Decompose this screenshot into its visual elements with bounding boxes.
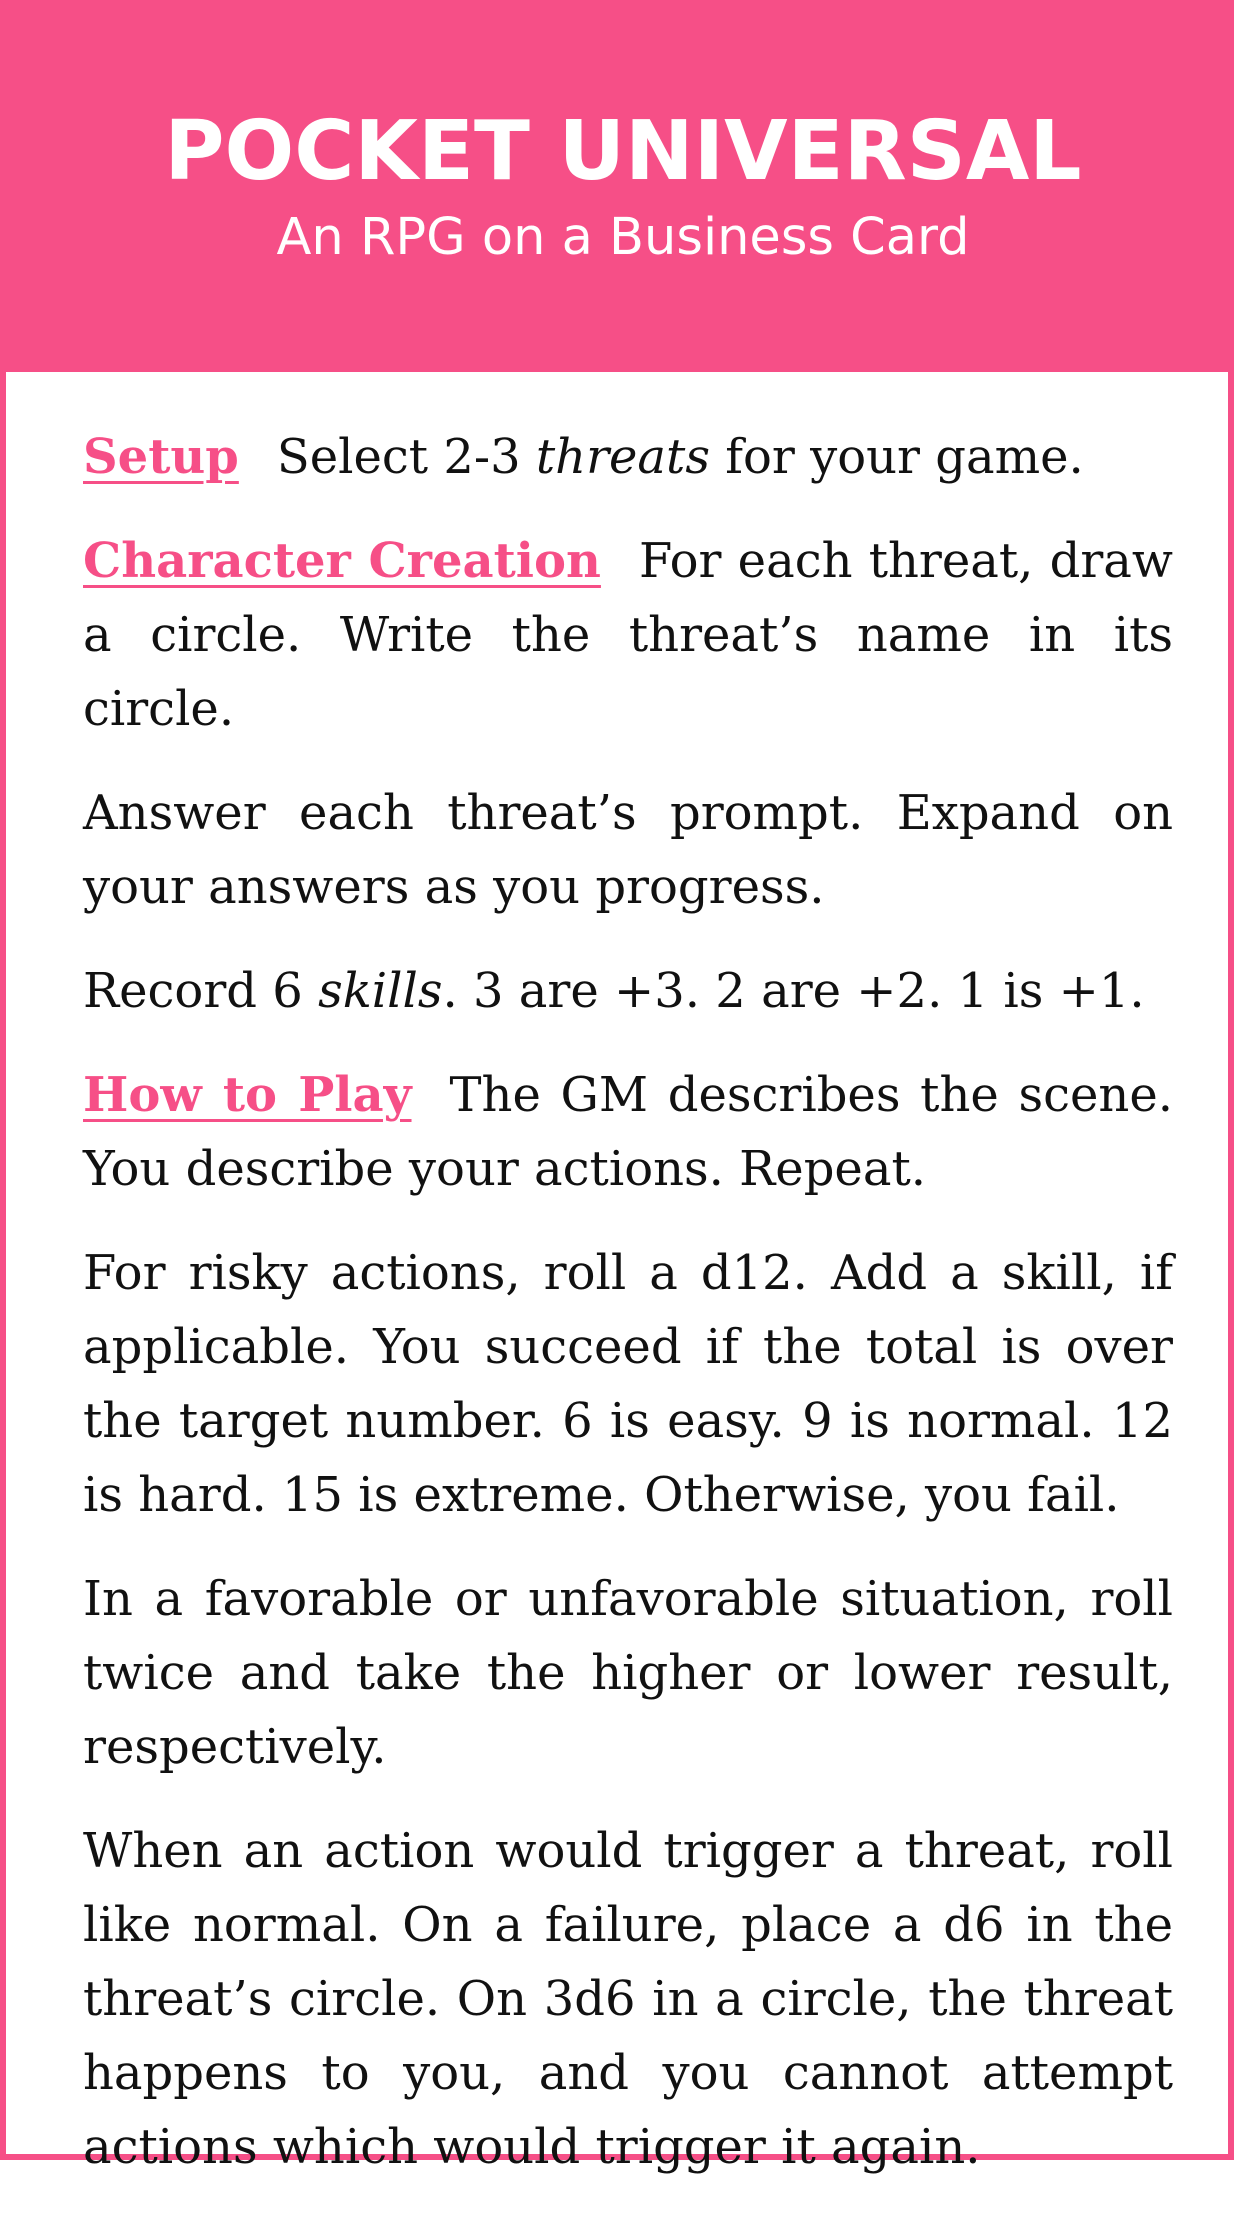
setup-paragraph xyxy=(83,420,1173,494)
threat-prompt-paragraph: Answer each threat’s prompt. Expand on your answers as you progress. xyxy=(83,785,1173,915)
character-creation-heading: Character Creation xyxy=(83,533,601,589)
favorable-situation-paragraph: In a favorable or unfavorable situation, roll twice and take the higher or lower result, respectively. xyxy=(83,1571,1173,1775)
threat-trigger-paragraph: When an action would trigger a threat, roll like normal. On a failure, place a d6 in the threat’s circle. On 3d6 in a circle, the threat happens to you, and you cannot attempt actions which would trigger it again. xyxy=(83,1823,1173,2175)
setup-text-after: for your game. xyxy=(709,429,1084,485)
risky-actions-paragraph: For risky actions, roll a d12. Add a skill, if applicable. You succeed if the total is over the target number. 6 is easy. 9 is normal. 12 is hard. 15 is extreme. Otherwise, you fail. xyxy=(83,1245,1173,1523)
character-creation-text: For each threat, draw a circle. Write the threat’s name in its circle. xyxy=(83,533,1173,737)
skills-text-after: . 3 are +3. 2 are +2. 1 is +1. xyxy=(442,963,1145,1019)
game-title: POCKET UNIVERSAL xyxy=(164,104,1082,199)
setup-text-before: Select 2-3 xyxy=(276,429,536,485)
rules-text xyxy=(83,420,1173,2214)
how-to-play-paragraph xyxy=(83,1058,1173,1206)
how-to-play-heading: How to Play xyxy=(83,1067,412,1123)
threats-emphasis: threats xyxy=(535,429,710,485)
skills-emphasis: skills xyxy=(318,963,443,1019)
card-header xyxy=(6,6,1234,372)
skills-paragraph xyxy=(83,954,1173,1028)
character-creation-paragraph xyxy=(83,524,1173,746)
skills-text-before: Record 6 xyxy=(83,963,319,1019)
how-to-play-text: The GM describes the scene. You describe your actions. Repeat. xyxy=(83,1067,1173,1197)
setup-heading: Setup xyxy=(83,429,239,485)
game-subtitle: An RPG on a Business Card xyxy=(276,208,970,267)
